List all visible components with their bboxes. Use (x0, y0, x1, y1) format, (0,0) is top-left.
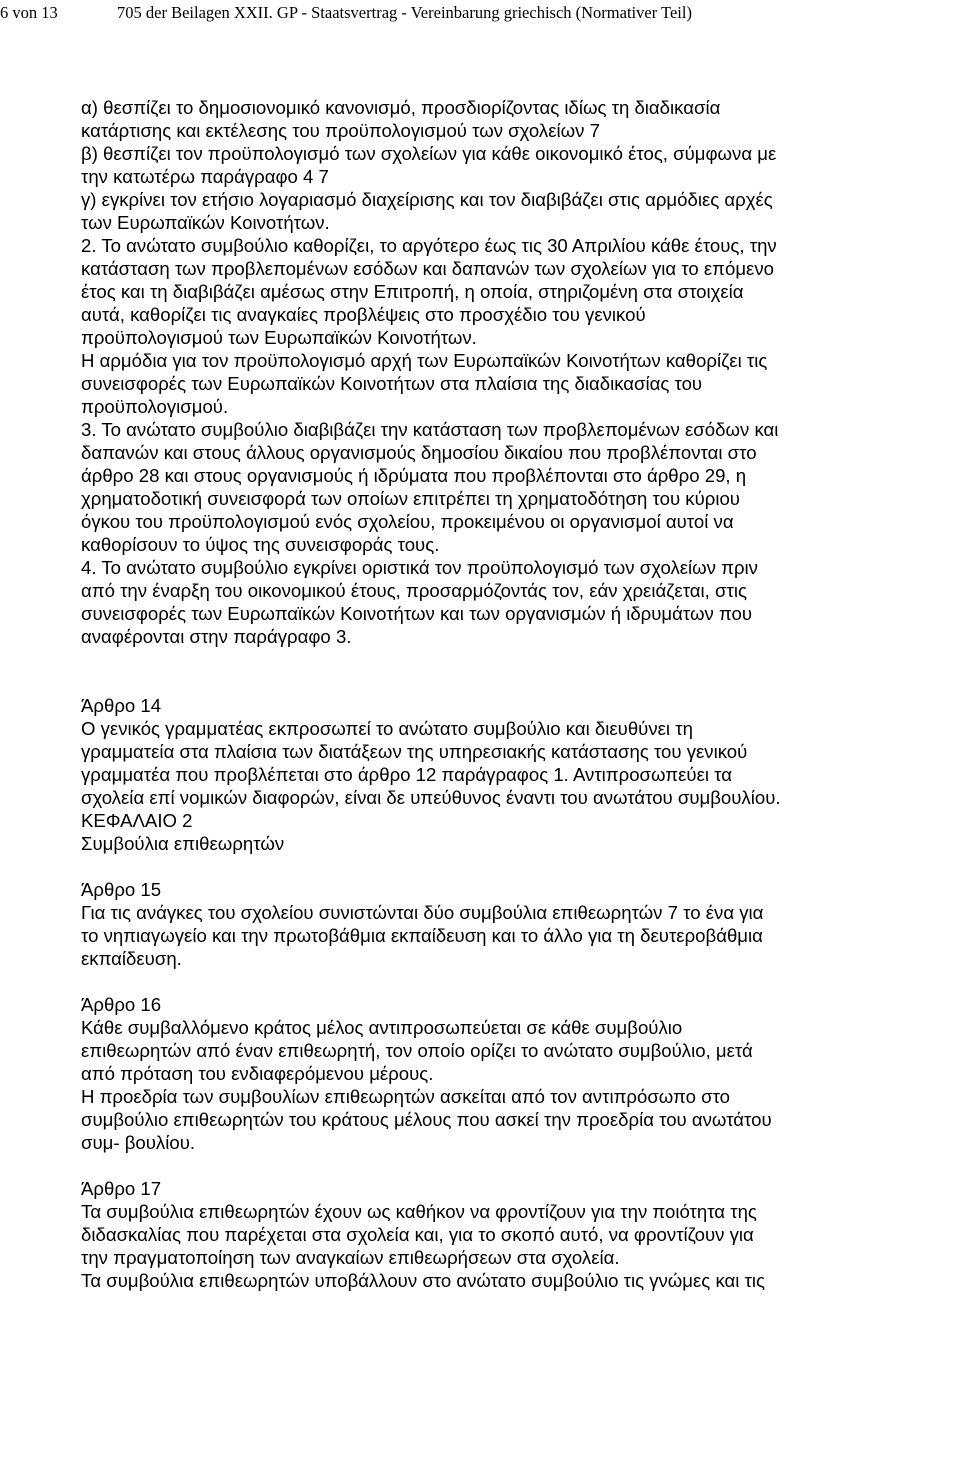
paragraph-1b: β) θεσπίζει τον προϋπολογισμό των σχολείων για κάθε οικονομικό έτος, σύμφωνα με την κατωτέρω παράγραφο 4 7 (81, 143, 777, 187)
article-16-text-2: Η προεδρία των συμβουλίων επιθεωρητών ασκείται από τον αντιπρόσωπο στο συμβούλιο επιθεωρητών του κράτους μέλους που ασκεί την προεδρία του ανωτάτου συμ- βουλίου. (81, 1086, 772, 1153)
paragraph-2: 2. Το ανώτατο συμβούλιο καθορίζει, το αργότερο έως τις 30 Απριλίου κάθε έτους, την κατάσταση των προβλεπομένων εσόδων και δαπανών των σχολείων για το επόμενο έτος και τη διαβιβάζει αμέσως στην Επιτροπή, η οποία, στηριζομένη στα στοιχεία αυτά, καθορίζει τις αναγκαίες προβλέψεις στο προσχέδιο του γενικού προϋπολογισμού των Ευρωπαϊκών Κοινοτήτων. (81, 235, 777, 348)
article-17-text-1: Τα συμβούλια επιθεωρητών έχουν ως καθήκον να φροντίζουν για την ποιότητα της διδασκαλίας που παρέχεται στα σχολεία και, για το σκοπό αυτό, να φροντίζουν για την πραγματοποίηση των αναγκαίων επιθεωρήσεων στα σχολεία. (81, 1201, 757, 1268)
spacer (81, 671, 960, 694)
paragraph-1c: γ) εγκρίνει τον ετήσιο λογαριασμό διαχείρισης και τον διαβιβάζει στις αρμόδιες αρχές των Ευρωπαϊκών Κοινοτήτων. (81, 189, 773, 233)
article-15-title: Άρθρο 15 (81, 879, 162, 900)
article-14-text: Ο γενικός γραμματέας εκπροσωπεί το ανώτατο συμβούλιο και διευθύνει τη γραμματεία στα πλαίσια των διατάξεων της υπηρεσιακής κατάστασης του γενικού γραμματέα που προβλέπεται στο άρθρο 12 παράγραφος 1. Αντιπροσωπεύει τα σχολεία επί νομικών διαφορών, είναι δε υπεύθυνος έναντι του ανωτάτου συμβουλίου. (81, 718, 781, 808)
paragraph-4: 4. Το ανώτατο συμβούλιο εγκρίνει οριστικά τον προϋπολογισμό των σχολείων πριν από την έναρξη του οικονομικού έτους, προσαρμόζοντάς τον, εάν χρειάζεται, στις συνεισφορές των Ευρωπαϊκών Κοινοτήτων και των οργανισμών ή ιδρυμάτων που αναφέρονται στην παράγραφο 3. (81, 557, 758, 647)
spacer (81, 648, 960, 671)
paragraph-3: 3. Το ανώτατο συμβούλιο διαβιβάζει την κατάσταση των προβλεπομένων εσόδων και δαπανών και στους άλλους οργανισμούς δημοσίου δικαίου που προβλέπονται στο άρθρο 28 και στους οργανισμούς ή ιδρύματα που προβλέπονται στο άρθρο 29, η χρηματοδοτική συνεισφορά των οποίων επιτρέπει τη χρηματοδότηση του κύριου όγκου του προϋπολογισμού ενός σχολείου, προκειμένου οι οργανισμοί αυτοί να καθορίσουν το ύψος της συνεισφοράς τους. (81, 419, 779, 555)
spacer (81, 855, 960, 878)
chapter-title: ΚΕΦΑΛΑΙΟ 2 (81, 810, 193, 831)
paragraph-1a: α) θεσπίζει το δημοσιονομικό κανονισμό, προσδιορίζοντας ιδίως τη διαδικασία κατάρτισης και εκτέλεσης του προϋπολογισμού των σχολείων 7 (81, 97, 721, 141)
paragraph-2-continued: Η αρμόδια για τον προϋπολογισμό αρχή των Ευρωπαϊκών Κοινοτήτων καθορίζει τις συνεισφορές των Ευρωπαϊκών Κοινοτήτων στα πλαίσια της διαδικασίας του προϋπολογισμού. (81, 350, 768, 417)
article-16-title: Άρθρο 16 (81, 994, 162, 1015)
page-header (0, 3, 960, 27)
article-17-text-2: Τα συμβούλια επιθεωρητών υποβάλλουν στο ανώτατο συμβούλιο τις γνώμες και τις (81, 1270, 765, 1291)
spacer (81, 970, 960, 993)
article-14-title: Άρθρο 14 (81, 695, 162, 716)
article-17-title: Άρθρο 17 (81, 1178, 162, 1199)
document-body (81, 96, 960, 1292)
spacer (81, 1154, 960, 1177)
article-15-text: Για τις ανάγκες του σχολείου συνιστώνται δύο συμβούλια επιθεωρητών 7 το ένα για το νηπιαγωγείο και την πρωτοβάθμια εκπαίδευση και το άλλο για τη δευτεροβάθμια εκπαίδευση. (81, 902, 764, 969)
page-number: 6 von 13 (0, 3, 58, 22)
article-16-text-1: Κάθε συμβαλλόμενο κράτος μέλος αντιπροσωπεύεται σε κάθε συμβούλιο επιθεωρητών από έναν επιθεωρητή, τον οποίο ορίζει το ανώτατο συμβούλιο, μετά από πρόταση του ενδιαφερόμενου μέρους. (81, 1017, 753, 1084)
chapter-subtitle: Συμβούλια επιθεωρητών (81, 833, 285, 854)
running-title: 705 der Beilagen XXII. GP - Staatsvertrag - Vereinbarung griechisch (Normativer Teil) (117, 3, 692, 22)
